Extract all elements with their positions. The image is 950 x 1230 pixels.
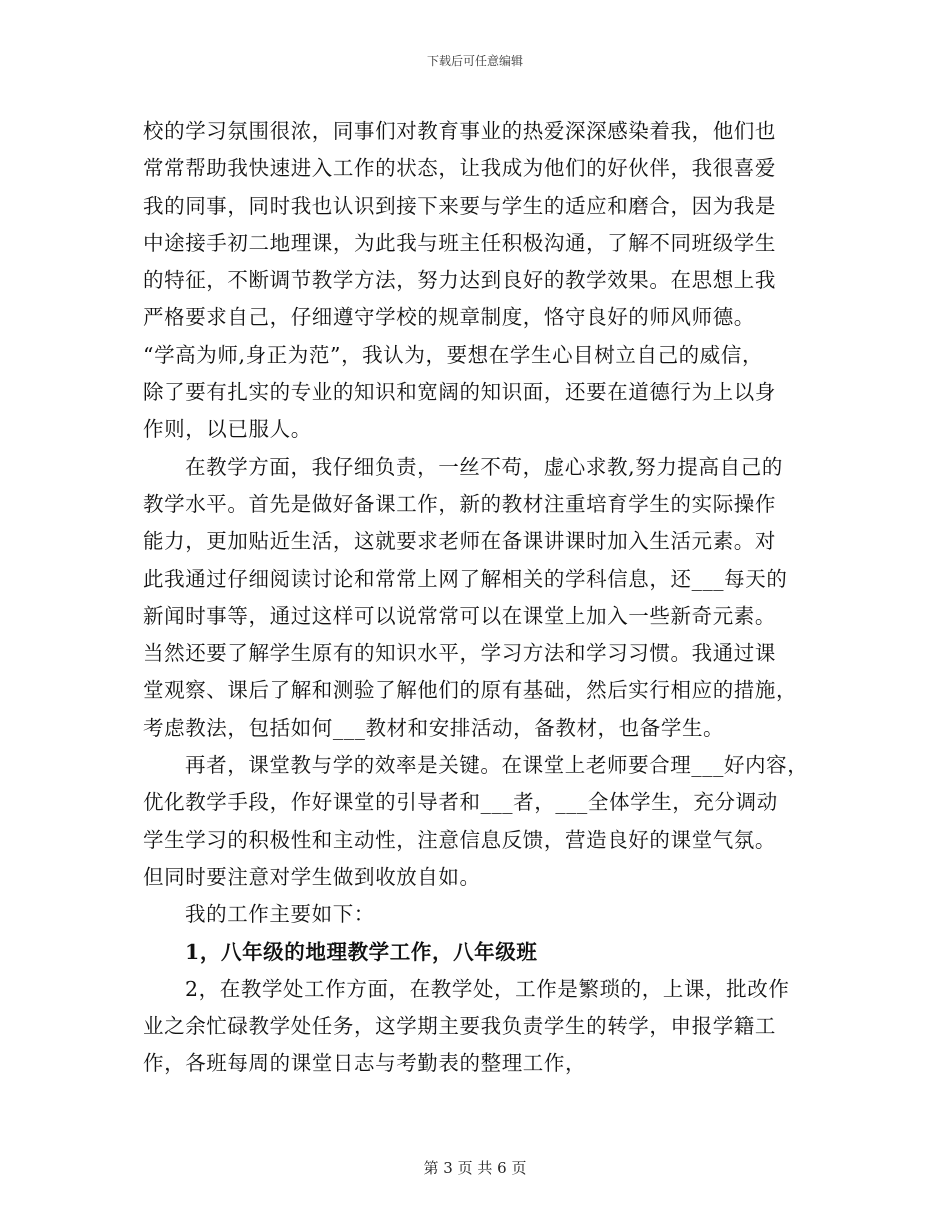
text-line-21: 但同时要注意对学生做到收放自如。	[143, 864, 481, 889]
text-line-4: 中途接手初二地理课，为此我与班主任积极沟通，了解不同班级学生	[143, 230, 776, 255]
text-line-24: 2，在教学处工作方面，在教学处，工作是繁琐的，上课，批改作	[185, 976, 790, 1001]
page-footer: 第 3 页 共 6 页	[423, 1159, 527, 1177]
text-line-3: 我的同事，同时我也认识到接下来要与学生的适应和磨合，因为我是	[143, 193, 776, 218]
text-line-25: 业之余忙碌教学处任务，这学期主要我负责学生的转学，申报学籍工	[143, 1014, 776, 1039]
text-line-16: 堂观察、课后了解和测验了解他们的原有基础，然后实行相应的措施，	[143, 678, 798, 703]
document-body	[143, 113, 823, 1083]
text-line-10: 在教学方面，我仔细负责，一丝不苟，虚心求教,努力提高自己的	[185, 454, 783, 479]
text-line-5: 的特征，不断调节教学方法，努力达到良好的教学效果。在思想上我	[143, 268, 776, 293]
text-line-18: 再者，课堂教与学的效率是关键。在课堂上老师要合理___好内容，	[185, 753, 809, 778]
text-line-1: 校的学习氛围很浓，同事们对教育事业的热爱深深感染着我，他们也	[143, 119, 776, 143]
text-line-23: 1，八年级的地理教学工作，八年级班	[185, 939, 538, 964]
text-line-11: 教学水平。首先是做好备课工作，新的教材注重培育学生的实际操作	[143, 491, 776, 516]
text-line-19: 优化教学手段，作好课堂的引导者和___者，___全体学生，充分调动	[143, 790, 778, 815]
text-line-14: 新闻时事等，通过这样可以说常常可以在课堂上加入一些新奇元素。	[143, 603, 776, 628]
text-line-13: 此我通过仔细阅读讨论和常常上网了解相关的学科信息，还___每天的	[143, 566, 788, 591]
text-line-8: 除了要有扎实的专业的知识和宽阔的知识面，还要在道德行为上以身	[143, 380, 776, 405]
page-header: 下载后可任意编辑	[426, 54, 523, 68]
text-line-20: 学生学习的积极性和主动性，注意信息反馈，营造良好的课堂气氛。	[143, 827, 776, 852]
text-line-22: 我的工作主要如下：	[185, 902, 375, 927]
text-line-15: 当然还要了解学生原有的知识水平，学习方法和学习习惯。我通过课	[143, 641, 776, 666]
text-line-2: 常常帮助我快速进入工作的状态，让我成为他们的好伙伴，我很喜爱	[143, 156, 776, 181]
text-line-17: 考虑教法，包括如何___教材和安排活动，备教材，也备学生。	[143, 715, 725, 740]
text-line-6: 严格要求自己，仔细遵守学校的规章制度，恪守良好的师风师德。	[143, 305, 755, 330]
text-line-9: 作则，以已服人。	[143, 417, 312, 442]
text-line-7: “学高为师,身正为范”，我认为，要想在学生心目树立自己的威信，	[143, 342, 764, 367]
text-line-12: 能力，更加贴近生活，这就要求老师在备课讲课时加入生活元素。对	[143, 529, 776, 554]
text-line-26: 作，各班每周的课堂日志与考勤表的整理工作，	[143, 1051, 587, 1076]
